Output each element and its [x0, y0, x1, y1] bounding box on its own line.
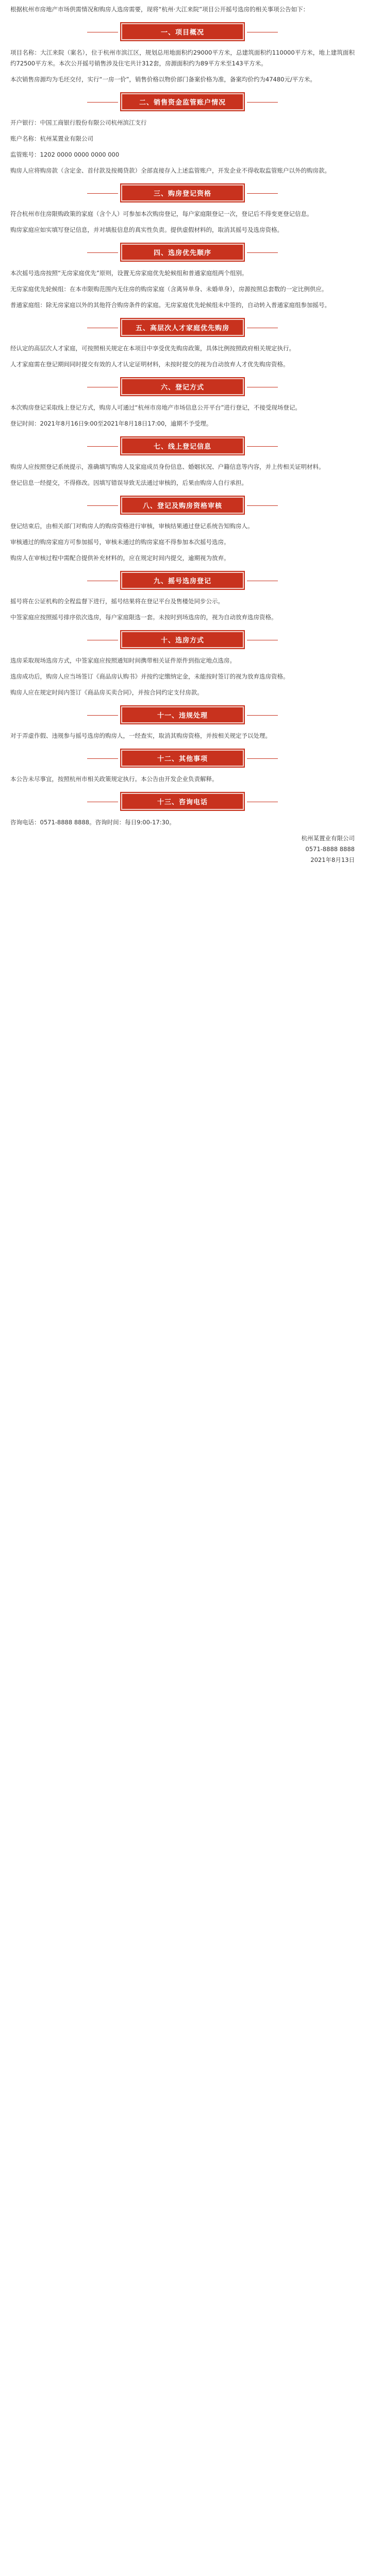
section-heading-wrap: [10, 631, 355, 648]
paragraph: 购房人应将购房款（含定金、首付款及按揭贷款）全部直接存入上述监管账户，开发企业不得收取监管账户以外的购房款。: [10, 167, 330, 174]
paragraph: 无房家庭优先轮候组：在本市限购范围内无住房的购房家庭（含离异单身、未婚单身），房源按照总套数的一定比例供应。: [10, 285, 328, 293]
section: [10, 497, 355, 564]
paragraph: 账户名称：杭州某置业有限公司: [10, 135, 93, 142]
section: [10, 244, 355, 311]
section: [10, 93, 355, 176]
section-heading-wrap: [10, 184, 355, 201]
paragraph: 咨询电话：0571-8888 8888。咨询时间：每日9:00-17:30。: [10, 819, 175, 826]
section: [10, 378, 355, 429]
section-heading-wrap: [10, 244, 355, 261]
section-heading: 七、线上登记信息: [121, 437, 244, 454]
signature: [10, 833, 355, 866]
paragraph: 选房成功后，购房人应当场签订《商品房认购书》并按约定缴纳定金，未能按时签订的视为放弃选房资格。: [10, 673, 289, 680]
section-heading: 十、选房方式: [121, 631, 244, 648]
paragraph: 项目名称：大江来院（案名），位于杭州市滨江区，规划总用地面积约29000平方米，总建筑面积约110000平方米，地上建筑面积约72500平方米。本次公开摇号销售涉及住宅共计312套，房源面积约为89平方米至143平方米。: [10, 49, 355, 67]
signature-company: 杭州某置业有限公司: [301, 835, 355, 842]
paragraph: 本次购房登记采取线上登记方式，购房人可通过“杭州市房地产市场信息公开平台”进行登记，不接受现场登记。: [10, 404, 301, 411]
section-heading-wrap: [10, 497, 355, 514]
paragraph: 经认定的高层次人才家庭，可按照相关规定在本项目中享受优先购房政策，具体比例按照政府相关规定执行。: [10, 345, 295, 352]
paragraph: 中签家庭应按照摇号排序依次选房，每户家庭限选一套。未按时到场选房的，视为自动放弃选房资格。: [10, 614, 277, 621]
paragraph: 本公告未尽事宜，按照杭州市相关政策规定执行。本公告由开发企业负责解释。: [10, 775, 218, 783]
paragraph: 购房人应按照登记系统提示，准确填写购房人及家庭成员身份信息、婚姻状况、户籍信息等内容，并上传相关证明材料。: [10, 463, 325, 470]
section-heading: 八、登记及购房资格审核: [121, 497, 244, 514]
paragraph: 符合杭州市住房限购政策的家庭（含个人）可参加本次购房登记，每户家庭限登记一次，登记后不得变更登记信息。: [10, 210, 313, 217]
paragraph: 本次摇号选房按照“无房家庭优先”原则，设置无房家庭优先轮候组和普通家庭组两个组别。: [10, 269, 248, 277]
paragraph: 购房家庭应如实填写登记信息，并对填报信息的真实性负责。提供虚假材料的，取消其摇号及选房资格。: [10, 226, 283, 233]
section-heading: 十二、其他事项: [121, 750, 244, 767]
section: [10, 4, 355, 15]
section-heading: 十三、咨询电话: [121, 793, 244, 810]
section-heading-wrap: [10, 93, 355, 110]
paragraph: 登记结束后，由相关部门对购房人的购房资格进行审核，审核结果通过登记系统告知购房人。: [10, 522, 254, 530]
section-heading: 九、摇号选房登记: [121, 572, 244, 589]
section: [10, 437, 355, 488]
section: [10, 319, 355, 370]
section-heading: 四、选房优先顺序: [121, 244, 244, 261]
section-heading: 一、项目概况: [121, 23, 244, 40]
paragraph: 摇号将在公证机构的全程监督下进行，摇号结果将在登记平台及售楼处同步公示。: [10, 598, 224, 605]
section-heading-wrap: [10, 437, 355, 454]
paragraph: 购房人在审核过程中需配合提供补充材料的，应在规定时间内提交，逾期视为放弃。: [10, 554, 230, 562]
section-heading: 二、销售资金监管账户情况: [121, 93, 244, 110]
paragraph: 购房人应在规定时间内签订《商品房买卖合同》，并按合同约定支付房款。: [10, 689, 203, 696]
paragraph: 开户银行：中国工商银行股份有限公司杭州滨江支行: [10, 119, 147, 126]
paragraph: 本次销售房源均为毛坯交付，实行“一房一价”，销售价格以物价部门备案价格为准，备案均价约为47480元/平方米。: [10, 76, 316, 83]
document: [0, 0, 365, 866]
paragraph: 对于弄虚作假、违规参与摇号选房的购房人，一经查实，取消其购房资格，并按相关规定予以处理。: [10, 732, 271, 739]
paragraph: 选房采取现场选房方式，中签家庭应按照通知时间携带相关证件原件到指定地点选房。: [10, 657, 236, 664]
section-heading: 六、登记方式: [121, 378, 244, 395]
paragraph: 人才家庭需在登记期间同时提交有效的人才认定证明材料，未按时提交的视为自动放弃人才优先购房资格。: [10, 361, 289, 368]
section: [10, 23, 355, 85]
section: [10, 631, 355, 698]
signature-date: 2021年8月13日: [310, 856, 355, 863]
section-heading: 三、购房登记资格: [121, 184, 244, 201]
section-heading: 十一、违规处理: [121, 706, 244, 723]
section-heading-wrap: [10, 706, 355, 723]
section-heading-wrap: [10, 23, 355, 40]
section-heading-wrap: [10, 319, 355, 336]
section: [10, 706, 355, 741]
paragraph: 登记时间：2021年8月16日9:00至2021年8月18日17:00，逾期不予受理。: [10, 420, 212, 427]
section-heading-wrap: [10, 793, 355, 810]
paragraph: 审核通过的购房家庭方可参加摇号，审核未通过的购房家庭不得参加本次摇号选房。: [10, 538, 230, 546]
signature-phone: 0571-8888 8888: [305, 845, 355, 853]
section: [10, 750, 355, 785]
section: [10, 793, 355, 828]
section-heading-wrap: [10, 750, 355, 767]
paragraph: 登记信息一经提交，不得修改。因填写错误导致无法通过审核的，后果由购房人自行承担。: [10, 479, 247, 486]
section: [10, 572, 355, 623]
paragraph: 普通家庭组：除无房家庭以外的其他符合购房条件的家庭。无房家庭优先轮候组未中签的，自动转入普通家庭组参加摇号。: [10, 301, 330, 309]
section-heading-wrap: [10, 378, 355, 395]
section-heading-wrap: [10, 572, 355, 589]
paragraph: 监管账号：1202 0000 0000 0000 000: [10, 151, 120, 158]
section: [10, 184, 355, 235]
section-heading: 五、高层次人才家庭优先购房: [121, 319, 244, 336]
paragraph: 根据杭州市房地产市场供需情况和购房人选房需要，现将“杭州·大江来院”项目公开摇号选房的相关事项公告如下：: [10, 6, 309, 13]
